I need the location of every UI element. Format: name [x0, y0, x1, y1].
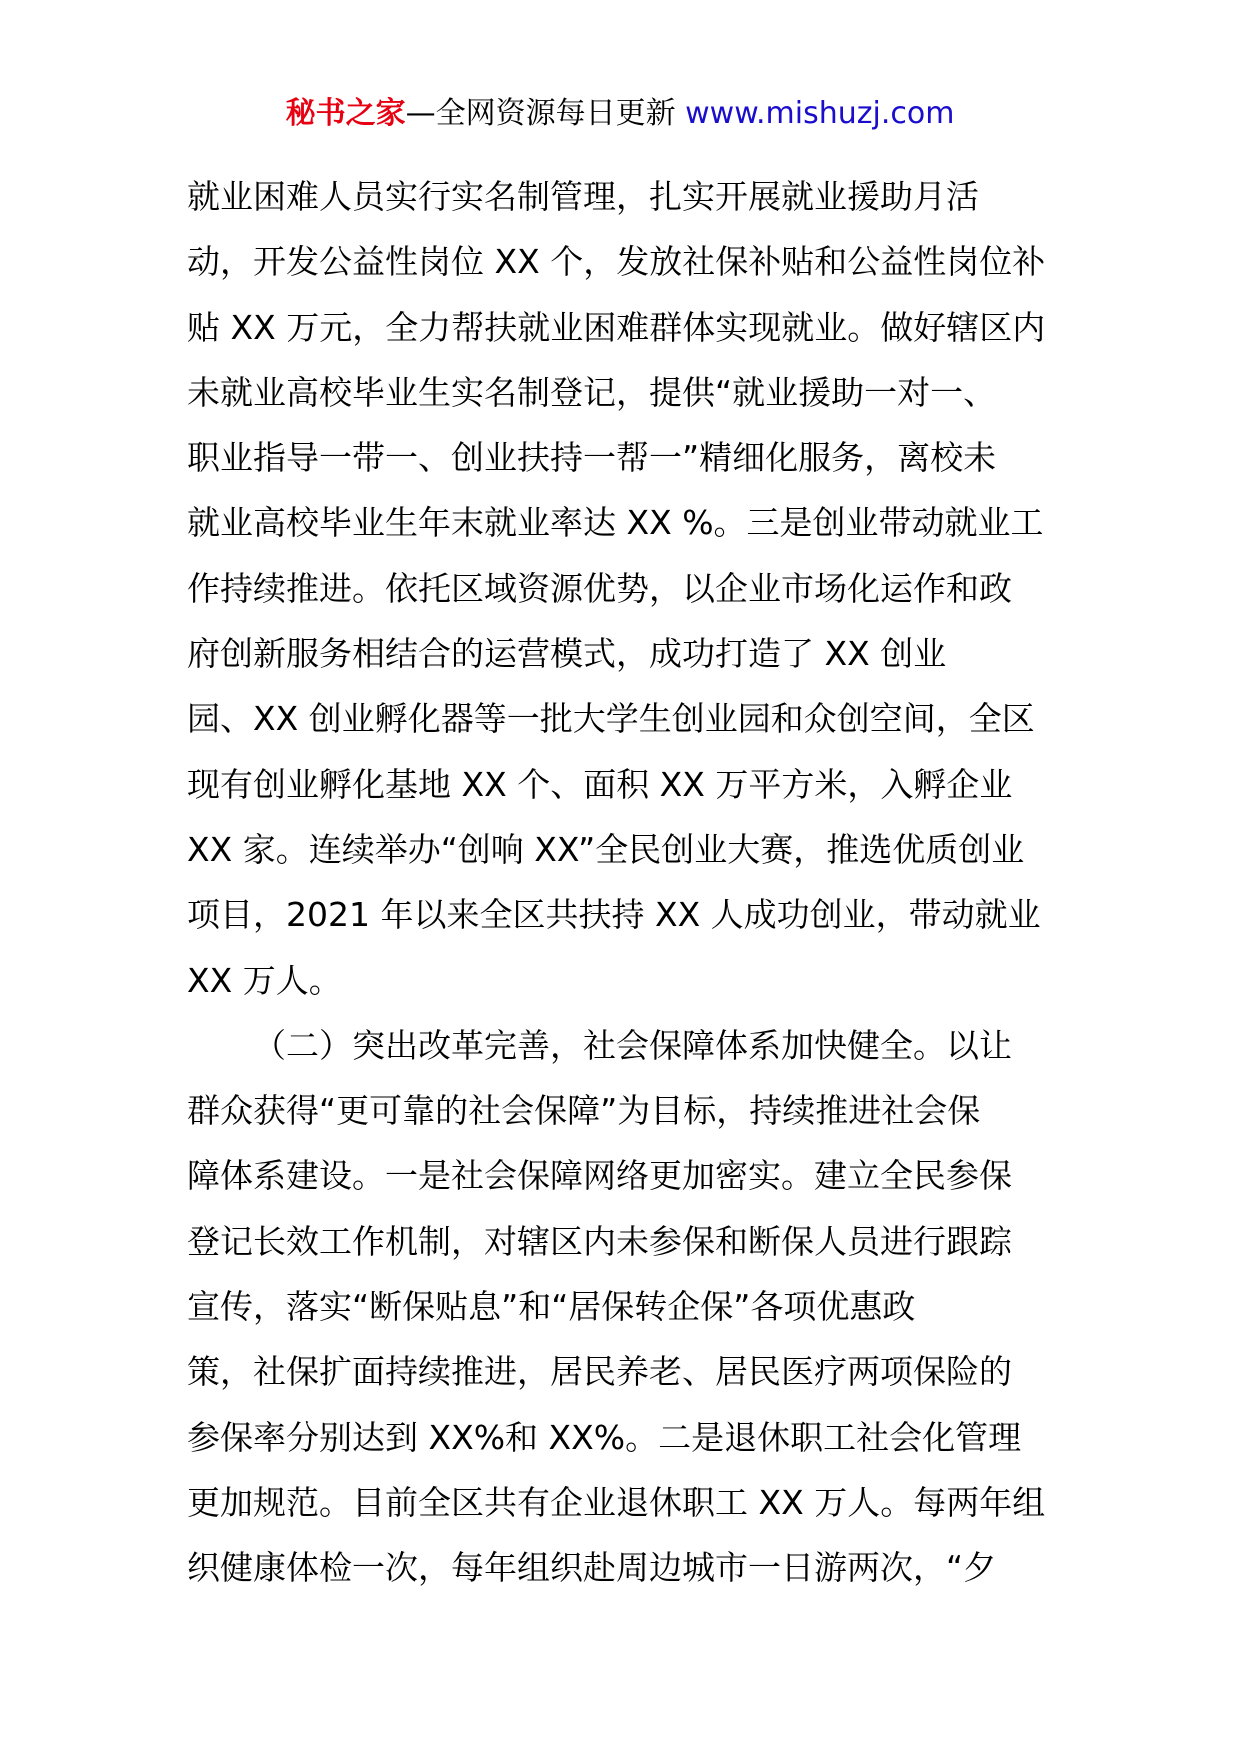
- text-line: 障体系建设。一是社会保障网络更加密实。建立全民参保: [187, 1156, 1012, 1196]
- site-header: [0, 94, 1240, 134]
- text-line: 就业高校毕业生年末就业率达 XX %。三是创业带动就业工: [187, 503, 1044, 543]
- text-line: 现有创业孵化基地 XX 个、面积 XX 万平方米，入孵企业: [187, 764, 1013, 804]
- text-line: 职业指导一带一、创业扶持一帮一”精细化服务，离校未: [187, 438, 997, 478]
- text-line: 未就业高校毕业生实名制登记，提供“就业援助一对一、: [187, 372, 997, 412]
- text-line: 群众获得“更可靠的社会保障”为目标，持续推进社会保: [187, 1091, 981, 1131]
- text-line: XX 万人。: [187, 960, 342, 1000]
- text-line: 就业困难人员实行实名制管理，扎实开展就业援助月活: [187, 177, 979, 216]
- text-line: 策，社保扩面持续推进，居民养老、居民医疗两项保险的: [187, 1352, 1012, 1392]
- text-line: 动，开发公益性岗位 XX 个，发放社保补贴和公益性岗位补: [187, 242, 1046, 282]
- site-slogan: —全网资源每日更新: [405, 96, 676, 131]
- section-heading-line: （二）突出改革完善，社会保障体系加快健全。以让: [253, 1025, 1012, 1065]
- text-line: 作持续推进。依托区域资源优势，以企业市场化运作和政: [187, 568, 1012, 608]
- text-line: 园、XX 创业孵化器等一批大学生创业园和众创空间，全区: [187, 699, 1035, 739]
- text-line: 参保率分别达到 XX%和 XX%。二是退休职工社会化管理: [187, 1417, 1022, 1457]
- text-line: 织健康体检一次，每年组织赴周边城市一日游两次，“夕: [187, 1548, 997, 1588]
- text-line: 府创新服务相结合的运营模式，成功打造了 XX 创业: [187, 634, 947, 674]
- text-line: 项目，2021 年以来全区共扶持 XX 人成功创业，带动就业: [187, 895, 1041, 935]
- document-body: [187, 164, 1087, 1601]
- site-brand: 秘书之家: [285, 96, 406, 131]
- text-line: 贴 XX 万元，全力帮扶就业困难群体实现就业。做好辖区内: [187, 307, 1046, 347]
- text-line: 更加规范。目前全区共有企业退休职工 XX 万人。每两年组: [187, 1482, 1046, 1522]
- site-url-link[interactable]: www.mishuzj.com: [685, 96, 955, 131]
- text-line: XX 家。连续举办“创响 XX”全民创业大赛，推选优质创业: [187, 829, 1025, 869]
- text-line: 宣传，落实“断保贴息”和“居保转企保”各项优惠政: [187, 1287, 916, 1327]
- text-line: 登记长效工作机制，对辖区内未参保和断保人员进行跟踪: [187, 1221, 1012, 1261]
